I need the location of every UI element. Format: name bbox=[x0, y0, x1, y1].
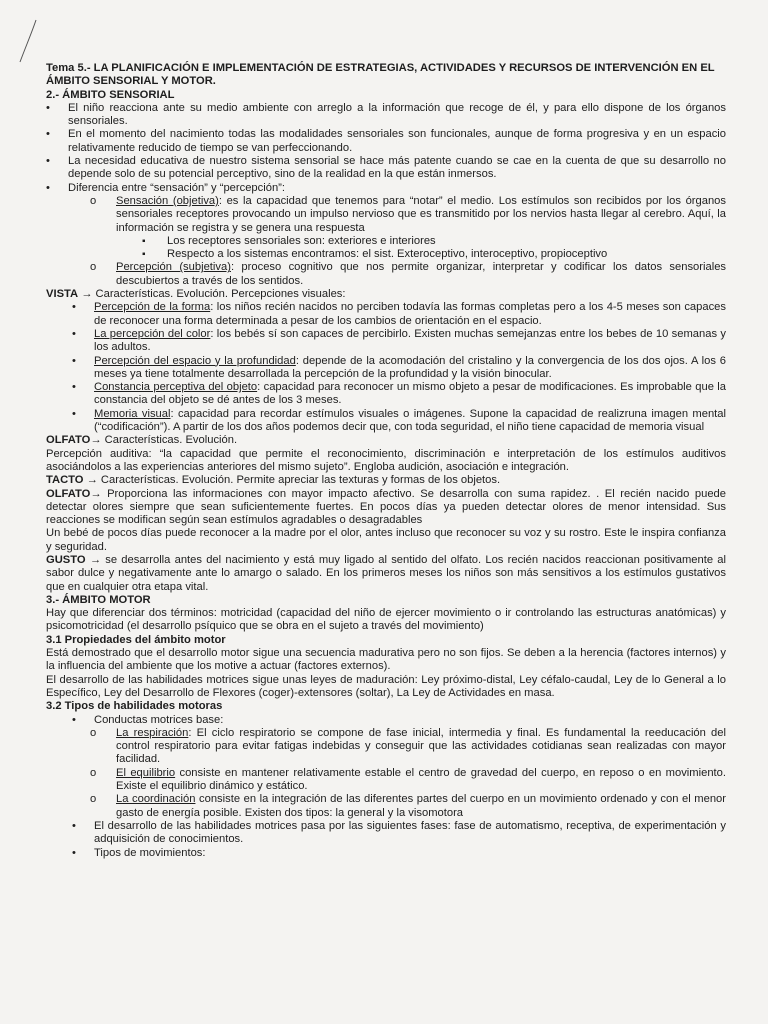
olfato-text: Proporciona las informaciones con mayor impacto afectivo. Se desarrolla con suma rapidez. . El recién nacido puede detectar olores siempre que sean suficientemente fuertes. En pocos días ya pueden detectar olores de menor intensidad. Sus reacciones se modifican según sean estímulos agradables o desagradables bbox=[46, 487, 726, 527]
item-text: : los niños recién nacidos no perciben todavía las formas completas pero a los 4-5 meses son capaces de reconocer una forma determinada a pesar de los cambios de orientación en el espacio. bbox=[94, 301, 727, 327]
list-item bbox=[72, 408, 726, 435]
item-text: : depende de la acomodación del cristalino y la convergencia de los dos ojos. A los 6 meses ya tiene totalmente desarrollada la percepción de la profundidad y la visión binocular. bbox=[94, 354, 726, 380]
olfato-paragraph bbox=[46, 488, 726, 528]
arrow-icon: → bbox=[90, 487, 102, 500]
section-heading-motor: 3.- ÁMBITO MOTOR bbox=[46, 593, 151, 606]
list-item: • Diferencia entre “sensación” y “percepción”: bbox=[46, 182, 726, 195]
arrow-icon: → bbox=[89, 553, 101, 566]
item-text: : El ciclo respiratorio se compone de fase inicial, intermedia y final. Es fundamental la reeducación del control respiratorio para evitar fatigas indebidas y conseguir que las actividades cotidianas sean realizadas con mayor facilidad. bbox=[116, 726, 726, 766]
list-item bbox=[72, 301, 726, 328]
list-item bbox=[90, 727, 726, 767]
document-title: Tema 5.- LA PLANIFICACIÓN E IMPLEMENTACIÓN DE ESTRATEGIAS, ACTIVIDADES Y RECURSOS DE INTERVENCIÓN EN EL ÁMBITO SENSORIAL Y MOTOR. bbox=[46, 62, 715, 88]
list-item: • La necesidad educativa de nuestro sistema sensorial se hace más patente cuando se cae en la cuenta de que su desarrollo no depende solo de su potencial perceptivo, sino de la realidad en la que están inmersos. bbox=[46, 155, 726, 182]
list-item: • El niño reacciona ante su medio ambiente con arreglo a la información que recoge de él, y para ello dispone de los órganos sensoriales. bbox=[46, 102, 726, 129]
list-item-percepcion bbox=[90, 261, 726, 288]
sensacion-list bbox=[46, 195, 726, 288]
gusto-text: se desarrolla antes del nacimiento y está muy ligado al sentido del olfato. Los recién nacidos reaccionan positivamente al sabor dulce y negativamente ante lo amargo o salado. En los primeros meses los niños son más sensitivos a los estímulos gustativos que en cualquier otra etapa vital. bbox=[46, 553, 727, 593]
sensorial-list bbox=[46, 102, 726, 195]
term: Percepción de la forma bbox=[94, 301, 211, 314]
definition-text: : es la capacidad que tenemos para “notar” el medio. Los estímulos son recibidos por los órganos sensoriales receptores provocando un impulso nervioso que es transmitido por los nervios hasta llegar al cerebro. Aquí, la información se registra y se genera una respuesta bbox=[116, 194, 726, 234]
tipos-list bbox=[46, 714, 726, 727]
motor-paragraph: Hay que diferenciar dos términos: motricidad (capacidad del niño de ejercer movimiento o ir controlando las estructuras anatómicas) y psicomotricidad (el desarrollo psíquico que se obra en el sujeto a través del movimiento) bbox=[46, 607, 726, 633]
list-item-sensacion bbox=[90, 195, 726, 235]
list-item: ▪ Los receptores sensoriales son: exteriores e interiores bbox=[142, 235, 726, 248]
auditiva-paragraph: Percepción auditiva: “la capacidad que permite el reconocimiento, discriminación e interpretación de los estímulos auditivos asociándolos a las experiencias anteriores del mismo sujeto”. Engloba audición, asociación e integración. bbox=[46, 447, 726, 473]
definition-text: : proceso cognitivo que nos permite organizar, interpretar y codificar los datos sensoriales descubiertos a través de los sentidos. bbox=[116, 261, 727, 287]
conductas-list bbox=[46, 727, 726, 820]
vista-line bbox=[46, 288, 726, 301]
term: Percepción del espacio y la profundidad bbox=[94, 354, 296, 367]
list-item: • El desarrollo de las habilidades motrices pasa por las siguientes fases: fase de automatismo, receptiva, de experimentación y adquisición de conocimientos. bbox=[72, 820, 726, 847]
list-item bbox=[72, 381, 726, 408]
item-text: : capacidad para reconocer un mismo objeto a pesar de modificaciones. Es improbable que la constancia del objeto se dé antes de los 3 meses. bbox=[94, 381, 726, 407]
term: La respiración bbox=[116, 726, 189, 739]
olfato-line bbox=[46, 434, 726, 447]
arrow-icon: → bbox=[81, 288, 93, 301]
vista-text: Características. Evolución. Percepciones visuales: bbox=[92, 288, 346, 301]
leyes-paragraph: El desarrollo de las habilidades motrices sigue unas leyes de maduración: Ley próximo-distal, Ley céfalo-caudal, Ley de lo General a lo Específico, Ley del Desarrollo de Flexores (coger)-extensores (soltar), La Ley de Actividades en masa. bbox=[46, 673, 726, 699]
term: La coordinación bbox=[116, 793, 196, 806]
document-body bbox=[46, 62, 726, 860]
arrow-icon: → bbox=[86, 474, 98, 487]
section-heading-sensorial: 2.- ÁMBITO SENSORIAL bbox=[46, 88, 175, 101]
term: El equilibrio bbox=[116, 766, 176, 779]
list-item: • Tipos de movimientos: bbox=[72, 847, 726, 860]
subsection-heading-tipos: 3.2 Tipos de habilidades motoras bbox=[46, 700, 223, 713]
list-item bbox=[72, 355, 726, 382]
bebe-paragraph: Un bebé de pocos días puede reconocer a la madre por el olor, antes incluso que reconocer su voz y su rostro. Este le inspira confianza y seguridad. bbox=[46, 527, 726, 553]
keyword-olfato: OLFATO bbox=[46, 487, 91, 500]
term-sensacion: Sensación (objetiva) bbox=[116, 194, 219, 207]
item-text: : capacidad para recordar estímulos visuales o imágenes. Supone la capacidad de realizruna imagen mental (“codificación”). A partir de los dos años podemos decir que, con toda seguridad, el niño tiene capacidad de memoria visual bbox=[94, 407, 726, 434]
subsection-heading-propiedades: 3.1 Propiedades del ámbito motor bbox=[46, 633, 226, 646]
list-item bbox=[90, 767, 726, 794]
tacto-text: Características. Evolución. Permite apreciar las texturas y formas de los objetos. bbox=[97, 474, 501, 487]
vista-list bbox=[46, 301, 726, 434]
propiedades-paragraph: Está demostrado que el desarrollo motor sigue una secuencia madurativa pero no son fijos. Se deben a la herencia (factores internos) y la influencia del ambiente que los motive a actuar (factores externos). bbox=[46, 647, 726, 673]
list-item bbox=[72, 328, 726, 355]
list-item bbox=[90, 793, 726, 820]
keyword-olfato: OLFATO bbox=[46, 434, 91, 447]
gusto-paragraph bbox=[46, 554, 726, 594]
item-text: : los bebés sí son capaces de percibirlo. Existen muchas semejanzas entre los bebes de 10 semanas y los adultos. bbox=[94, 327, 726, 354]
tacto-line bbox=[46, 474, 726, 487]
list-item: • En el momento del nacimiento todas las modalidades sensoriales son funcionales, aunque de forma progresiva y en un espacio relativamente reducido de tiempo se van perfeccionando. bbox=[46, 128, 726, 155]
term: Constancia perceptiva del objeto bbox=[94, 381, 258, 394]
fases-list bbox=[46, 820, 726, 860]
keyword-gusto: GUSTO bbox=[46, 553, 86, 566]
keyword-vista: VISTA bbox=[46, 288, 79, 301]
item-text: consiste en la integración de las diferentes partes del cuerpo en un movimiento ordenado y con el menor gasto de energía posible. Existen dos tipos: la general y la visomotora bbox=[116, 793, 726, 819]
term-percepcion: Percepción (subjetiva) bbox=[116, 261, 231, 274]
term: La percepción del color bbox=[94, 327, 211, 340]
item-text: consiste en mantener relativamente estable el centro de gravedad del cuerpo, en reposo o en movimiento. Existe el equilibrio dinámico y estático. bbox=[116, 766, 726, 793]
pen-stroke-mark bbox=[14, 16, 44, 66]
list-item: • Conductas motrices base: bbox=[72, 714, 726, 727]
keyword-tacto: TACTO bbox=[46, 474, 84, 487]
arrow-icon: → bbox=[90, 434, 102, 447]
term: Memoria visual bbox=[94, 407, 171, 420]
olfato-text: Características. Evolución. bbox=[101, 434, 238, 447]
list-item: ▪ Respecto a los sistemas encontramos: el sist. Exteroceptivo, interoceptivo, propioceptivo bbox=[142, 248, 726, 261]
